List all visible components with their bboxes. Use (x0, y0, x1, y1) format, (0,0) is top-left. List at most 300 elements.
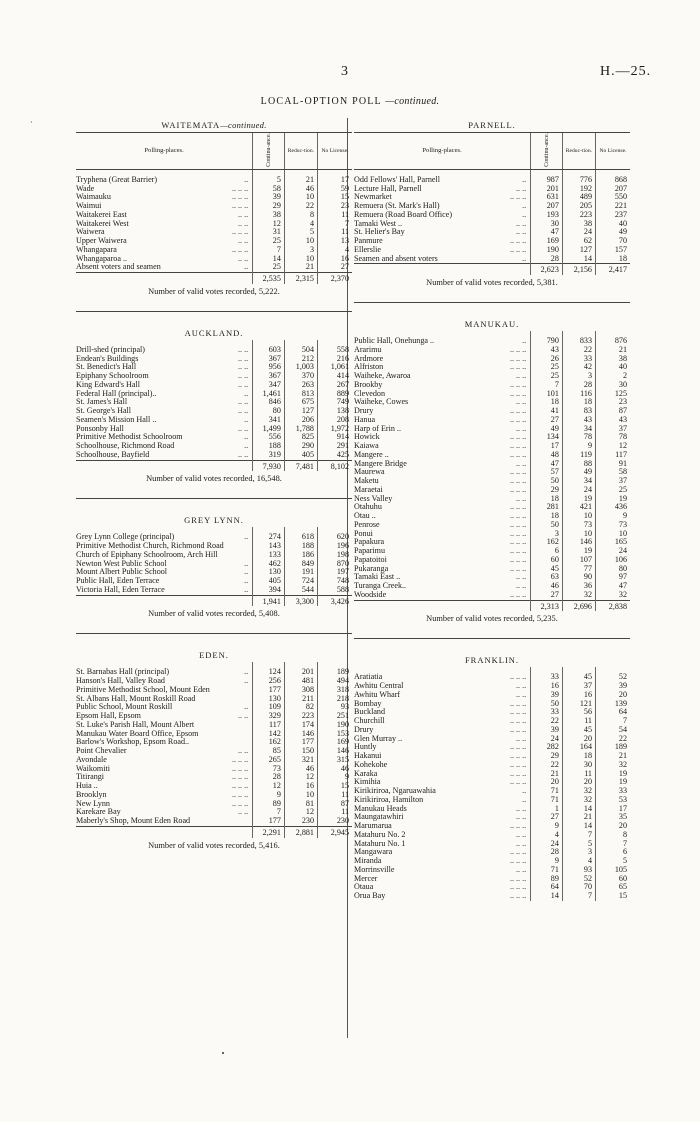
value-continuance: 282 (531, 743, 563, 752)
total-value: 7,930 (253, 460, 285, 471)
value-no-license: 146 (317, 747, 352, 756)
value-reduction: 83 (562, 407, 595, 416)
value-reduction: 46 (284, 765, 317, 774)
value-reduction: 33 (562, 355, 595, 364)
value-no-license: 43 (595, 416, 630, 425)
value-no-license: 20 (595, 691, 630, 700)
value-reduction: 7 (562, 831, 595, 840)
value-no-license: 21 (595, 752, 630, 761)
polling-place-name: Churchill .. .. .. (354, 717, 527, 726)
value-no-license: 37 (595, 477, 630, 486)
value-reduction: 93 (562, 866, 595, 875)
header-continuance: Continu-ance. (531, 133, 563, 170)
polling-place-name: Waiwera .. .. .. (76, 228, 249, 237)
total-value: 2,156 (562, 264, 595, 275)
total-row (76, 273, 352, 284)
value-reduction: 73 (562, 521, 595, 530)
value-no-license: 12 (595, 442, 630, 451)
polling-place-name: Waitakerei East .. .. (76, 210, 249, 219)
polling-place-name: Waimauku .. .. .. (76, 193, 249, 202)
value-reduction: 119 (562, 451, 595, 460)
polling-place-name: Primitive Methodist School, Mount Eden (76, 685, 210, 694)
value-continuance: 169 (531, 237, 563, 246)
polling-place-name: Remuera (Road Board Office) .. (354, 210, 527, 219)
value-reduction: 16 (562, 691, 595, 700)
value-no-license: 18 (595, 255, 630, 264)
polling-place-name: Marumarua .. .. .. (354, 822, 527, 831)
value-continuance: 3 (531, 530, 563, 539)
polling-place-name: Awhitu Wharf .. .. (354, 690, 527, 699)
value-reduction: 3 (562, 848, 595, 857)
value-reduction: 1,788 (284, 425, 317, 434)
value-continuance: 26 (531, 355, 563, 364)
value-no-license: 54 (595, 726, 630, 735)
value-reduction: 21 (284, 176, 317, 185)
polling-place-name: St. Benedict's Hall .. .. (76, 363, 249, 372)
value-no-license: 11 (317, 808, 352, 817)
polling-place-name: Aratiatia .. .. .. (354, 673, 527, 682)
value-continuance: 50 (531, 477, 563, 486)
value-continuance: 265 (253, 756, 285, 765)
value-no-license: 52 (595, 673, 630, 682)
section-rule (76, 311, 352, 312)
value-no-license: 208 (317, 416, 352, 425)
value-continuance: 80 (253, 407, 285, 416)
value-no-license: 15 (317, 193, 352, 202)
value-reduction: 223 (562, 211, 595, 220)
polling-place-name: Manukau Water Board Office, Epsom (76, 729, 199, 738)
polling-place-name: Mangere .. .. .. .. (354, 450, 527, 459)
value-no-license: 13 (317, 237, 352, 246)
table-row (76, 586, 352, 595)
header-reduction: Reduc-tion. (284, 133, 317, 170)
value-continuance: 124 (253, 668, 285, 677)
polling-place-name: Avondale .. .. .. (76, 755, 249, 764)
total-value: 2,838 (595, 600, 630, 611)
value-continuance: 177 (253, 817, 285, 826)
value-no-license: 37 (595, 425, 630, 434)
section-waitemata (76, 118, 352, 312)
polling-place-name: Mangawara .. .. .. (354, 848, 527, 857)
results-table (76, 340, 352, 472)
value-continuance: 109 (253, 703, 285, 712)
value-continuance: 16 (531, 682, 563, 691)
value-continuance: 45 (531, 565, 563, 574)
value-no-license: 494 (317, 677, 352, 686)
polling-place-name: St. George's Hall .. .. (76, 407, 249, 416)
value-continuance: 31 (253, 228, 285, 237)
value-reduction: 77 (562, 565, 595, 574)
value-reduction: 121 (562, 700, 595, 709)
header-polling-places: Polling-places. (354, 133, 531, 170)
value-continuance: 29 (253, 202, 285, 211)
value-reduction: 489 (562, 193, 595, 202)
polling-place-name: Matahuru No. 2 .. .. (354, 830, 527, 839)
value-reduction: 43 (562, 416, 595, 425)
value-continuance: 394 (253, 586, 285, 595)
value-no-license: 251 (317, 712, 352, 721)
value-no-license: 2 (595, 372, 630, 381)
value-reduction: 150 (284, 747, 317, 756)
polling-place-name: Clevedon .. .. .. (354, 389, 527, 398)
table-row (354, 892, 630, 901)
section-title: GREY LYNN. (184, 515, 244, 526)
value-reduction: 127 (562, 246, 595, 255)
value-continuance: 177 (253, 686, 285, 695)
value-continuance: 58 (253, 185, 285, 194)
value-reduction: 28 (562, 381, 595, 390)
value-reduction: 20 (562, 778, 595, 787)
value-reduction: 504 (284, 346, 317, 355)
value-continuance: 7 (253, 808, 285, 817)
value-continuance: 193 (531, 211, 563, 220)
value-continuance: 63 (531, 573, 563, 582)
value-reduction: 177 (284, 738, 317, 747)
total-value: 2,313 (531, 600, 563, 611)
value-reduction: 14 (562, 822, 595, 831)
value-continuance: 38 (253, 211, 285, 220)
value-continuance: 1 (531, 805, 563, 814)
value-reduction: 42 (562, 363, 595, 372)
value-reduction: 107 (562, 556, 595, 565)
polling-place-name: Tamaki East .. .. .. (354, 573, 527, 582)
value-no-license: 19 (595, 778, 630, 787)
value-continuance: 71 (531, 796, 563, 805)
value-continuance: 43 (531, 346, 563, 355)
header-continuance: Continu-ance. (253, 133, 285, 170)
value-no-license: 23 (595, 398, 630, 407)
value-reduction: 90 (562, 573, 595, 582)
results-table (76, 527, 352, 606)
results-table (76, 132, 352, 284)
value-continuance: 12 (253, 782, 285, 791)
value-continuance: 256 (253, 677, 285, 686)
polling-place-name: Kirikiriroa, Hamilton .. (354, 795, 527, 804)
value-continuance: 367 (253, 372, 285, 381)
value-no-license: 267 (317, 381, 352, 390)
value-reduction: 675 (284, 398, 317, 407)
value-continuance: 25 (253, 263, 285, 272)
polling-place-name: Victoria Hall, Eden Terrace .. (76, 585, 249, 594)
value-no-license: 198 (317, 551, 352, 560)
polling-place-name: Grey Lynn College (principal) .. (76, 533, 249, 542)
value-no-license: 32 (595, 591, 630, 600)
section-title: FRANKLIN. (464, 655, 520, 666)
value-continuance: 9 (531, 822, 563, 831)
value-continuance: 24 (531, 735, 563, 744)
polling-place-name: Woodside .. .. .. (354, 590, 527, 599)
value-continuance: 71 (531, 787, 563, 796)
value-continuance: 85 (253, 747, 285, 756)
polling-place-name: Mount Albert Public School .. (76, 568, 249, 577)
value-continuance: 133 (253, 551, 285, 560)
polling-place-name: Papakura .. .. .. (354, 538, 527, 547)
value-no-license: 58 (595, 468, 630, 477)
value-reduction: 14 (562, 805, 595, 814)
value-continuance: 101 (531, 390, 563, 399)
value-reduction: 10 (284, 193, 317, 202)
polling-place-name: Seamen's Mission Hall .. .. (76, 415, 249, 424)
value-no-license: 11 (317, 228, 352, 237)
value-no-license: 197 (317, 568, 352, 577)
valid-votes-summary: Number of valid votes recorded, 5,408. (148, 609, 280, 619)
value-continuance: 89 (253, 800, 285, 809)
value-continuance: 341 (253, 416, 285, 425)
value-no-license: 138 (317, 407, 352, 416)
polling-place-name: Upper Waiwera .. .. (76, 237, 249, 246)
value-reduction: 825 (284, 433, 317, 442)
polling-place-name: Drill-shed (principal) .. .. (76, 345, 249, 354)
polling-place-name: Brookby .. .. .. (354, 380, 527, 389)
section-rule (354, 638, 630, 639)
polling-place-name: Whangapara .. .. .. (76, 245, 249, 254)
polling-place-name: Epiphany Schoolroom .. .. (76, 372, 249, 381)
value-continuance: 207 (531, 202, 563, 211)
value-reduction: 321 (284, 756, 317, 765)
value-continuance: 274 (253, 533, 285, 542)
value-reduction: 164 (562, 743, 595, 752)
polling-place-name: Kohekohe .. .. .. (354, 760, 527, 769)
total-value: 2,417 (595, 264, 630, 275)
header-no-license: No License. (317, 133, 352, 170)
value-no-license: 169 (317, 738, 352, 747)
value-continuance: 28 (531, 255, 563, 264)
value-no-license: 97 (595, 573, 630, 582)
value-reduction: 22 (284, 202, 317, 211)
polling-place-name: Hakanui .. .. .. (354, 752, 527, 761)
value-no-license: 40 (595, 363, 630, 372)
value-continuance: 12 (253, 220, 285, 229)
value-no-license: 25 (595, 486, 630, 495)
value-continuance: 1,499 (253, 425, 285, 434)
value-no-license: 23 (317, 202, 352, 211)
value-no-license: 189 (317, 668, 352, 677)
value-no-license: 17 (317, 176, 352, 185)
value-continuance: 41 (531, 407, 563, 416)
polling-place-name: Glen Murray .. .. .. (354, 734, 527, 743)
value-continuance: 631 (531, 193, 563, 202)
value-no-license: 117 (595, 451, 630, 460)
value-no-license: 5 (595, 857, 630, 866)
value-reduction: 146 (562, 538, 595, 547)
polling-place-name: Federal Hall (principal).. .. (76, 389, 249, 398)
results-table (354, 132, 630, 275)
value-continuance: 347 (253, 381, 285, 390)
valid-votes-summary: Number of valid votes recorded, 5,235. (426, 614, 558, 624)
value-continuance: 281 (531, 503, 563, 512)
value-no-license: 7 (595, 717, 630, 726)
section-franklin (354, 653, 630, 901)
value-reduction: 724 (284, 577, 317, 586)
value-reduction: 3 (562, 372, 595, 381)
value-continuance: 33 (531, 673, 563, 682)
value-no-license: 748 (317, 577, 352, 586)
page-dot (222, 1052, 224, 1054)
value-no-license: 9 (595, 512, 630, 521)
value-reduction: 78 (562, 433, 595, 442)
polling-place-name: Otahuhu .. .. .. (354, 503, 527, 512)
polling-place-name: Primitive Methodist Schoolroom .. (76, 433, 249, 442)
polling-place-name: Panmure .. .. .. (354, 237, 527, 246)
value-no-license: 189 (595, 743, 630, 752)
value-no-license: 59 (317, 185, 352, 194)
value-reduction: 82 (284, 703, 317, 712)
value-continuance: 130 (253, 695, 285, 704)
valid-votes-summary: Number of valid votes recorded, 16,548. (146, 474, 282, 484)
value-no-license: 237 (595, 211, 630, 220)
value-no-license: 27 (317, 263, 352, 272)
value-reduction: 3 (284, 246, 317, 255)
value-continuance: 57 (531, 468, 563, 477)
value-no-license: 7 (317, 220, 352, 229)
value-reduction: 18 (562, 398, 595, 407)
value-no-license: 216 (317, 355, 352, 364)
polling-place-name: Turanga Creek.. .. .. (354, 582, 527, 591)
polling-place-name: St. James's Hall .. .. (76, 398, 249, 407)
value-continuance: 956 (253, 363, 285, 372)
value-no-license: 425 (317, 451, 352, 460)
value-reduction: 34 (562, 425, 595, 434)
value-no-license: 868 (595, 176, 630, 185)
value-continuance: 18 (531, 495, 563, 504)
value-reduction: 174 (284, 721, 317, 730)
value-no-license: 70 (595, 237, 630, 246)
value-no-license: 153 (317, 730, 352, 739)
value-reduction: 30 (562, 761, 595, 770)
value-reduction: 70 (562, 883, 595, 892)
value-reduction: 45 (562, 726, 595, 735)
value-continuance: 73 (253, 765, 285, 774)
polling-place-name: Newton West Public School .. (76, 559, 249, 568)
value-reduction: 88 (562, 460, 595, 469)
valid-votes-summary: Number of valid votes recorded, 5,416. (148, 840, 280, 850)
value-continuance: 24 (531, 840, 563, 849)
header-reduction: Reduc-tion. (562, 133, 595, 170)
section-rule (354, 302, 630, 303)
value-no-license: 24 (595, 547, 630, 556)
table-row (76, 817, 352, 826)
value-reduction: 481 (284, 677, 317, 686)
value-continuance: 130 (253, 568, 285, 577)
value-no-license: 125 (595, 390, 630, 399)
value-no-license: 19 (595, 495, 630, 504)
value-continuance: 846 (253, 398, 285, 407)
polling-place-name: Harp of Erin .. .. .. (354, 424, 527, 433)
polling-place-name: Primitive Methodist Church, Richmond Road (76, 542, 224, 551)
value-reduction: 34 (562, 477, 595, 486)
polling-place-name: Howick .. .. .. (354, 433, 527, 442)
section-grey-lynn (76, 513, 352, 634)
value-reduction: 18 (562, 752, 595, 761)
value-no-license: 165 (595, 538, 630, 547)
polling-place-name: Tryphena (Great Barrier) .. (76, 175, 249, 184)
section-manukau (354, 317, 630, 639)
polling-place-name: Papatoitoi .. .. .. (354, 555, 527, 564)
value-continuance: 27 (531, 591, 563, 600)
section-title: PARNELL. (468, 120, 516, 130)
value-continuance: 190 (531, 246, 563, 255)
value-reduction: 10 (284, 237, 317, 246)
value-no-license: 218 (317, 695, 352, 704)
value-continuance: 14 (531, 892, 563, 901)
value-reduction: 230 (284, 817, 317, 826)
polling-place-name: Ponsonby Hall .. .. (76, 424, 249, 433)
value-reduction: 32 (562, 591, 595, 600)
value-reduction: 206 (284, 416, 317, 425)
column-headers (354, 133, 630, 170)
polling-place-name: Huntly .. .. .. (354, 743, 527, 752)
value-reduction: 813 (284, 390, 317, 399)
value-no-license: 436 (595, 503, 630, 512)
polling-place-name: Pukaranga .. .. .. (354, 564, 527, 573)
total-value: 2,881 (284, 826, 317, 837)
value-continuance: 49 (531, 425, 563, 434)
value-continuance: 46 (531, 582, 563, 591)
total-value: 2,535 (253, 273, 285, 284)
value-reduction: 32 (562, 796, 595, 805)
value-no-license: 80 (595, 565, 630, 574)
polling-place-name: Public School, Mount Roskill .. (76, 703, 249, 712)
value-no-license: 60 (595, 875, 630, 884)
polling-place-name: Ellerslie .. .. .. (354, 245, 527, 254)
value-continuance: 25 (531, 372, 563, 381)
value-reduction: 37 (562, 682, 595, 691)
value-reduction: 5 (562, 840, 595, 849)
value-reduction: 10 (562, 512, 595, 521)
value-continuance: 89 (531, 875, 563, 884)
value-no-license: 870 (317, 560, 352, 569)
value-no-license: 11 (317, 791, 352, 800)
value-continuance: 30 (531, 220, 563, 229)
value-reduction: 186 (284, 551, 317, 560)
polling-place-name: Kirikiriroa, Ngaruawahia .. (354, 787, 527, 796)
value-continuance: 462 (253, 560, 285, 569)
value-no-license: 550 (595, 193, 630, 202)
value-no-license: 21 (595, 346, 630, 355)
value-continuance: 18 (531, 512, 563, 521)
polling-place-name: Public Hall, Eden Terrace .. (76, 577, 249, 586)
value-continuance: 21 (531, 770, 563, 779)
polling-place-name: Schoolhouse, Bayfield .. .. (76, 450, 249, 459)
section-rule (76, 498, 352, 499)
value-no-license: 106 (595, 556, 630, 565)
polling-place-name: Karekare Bay .. .. (76, 808, 249, 817)
value-continuance: 9 (253, 791, 285, 800)
value-continuance: 47 (531, 460, 563, 469)
value-no-license: 20 (595, 822, 630, 831)
polling-place-name: Penrose .. .. .. (354, 520, 527, 529)
value-reduction: 38 (562, 220, 595, 229)
value-reduction: 5 (284, 228, 317, 237)
value-no-license: 414 (317, 372, 352, 381)
total-value: 3,300 (284, 595, 317, 606)
value-no-license: 16 (317, 255, 352, 264)
value-reduction: 21 (284, 263, 317, 272)
value-continuance: 6 (531, 547, 563, 556)
polling-place-name: Tamaki West .. .. .. (354, 219, 527, 228)
value-no-license: 32 (595, 761, 630, 770)
total-value: 2,623 (531, 264, 563, 275)
value-no-license: 157 (595, 246, 630, 255)
value-reduction: 24 (562, 228, 595, 237)
value-reduction: 19 (562, 547, 595, 556)
polling-place-name: Otau .. .. .. .. (354, 512, 527, 521)
value-continuance: 28 (253, 773, 285, 782)
value-continuance: 18 (531, 398, 563, 407)
value-reduction: 211 (284, 695, 317, 704)
value-reduction: 370 (284, 372, 317, 381)
polling-place-name: Maberly's Shop, Mount Eden Road (76, 817, 191, 826)
